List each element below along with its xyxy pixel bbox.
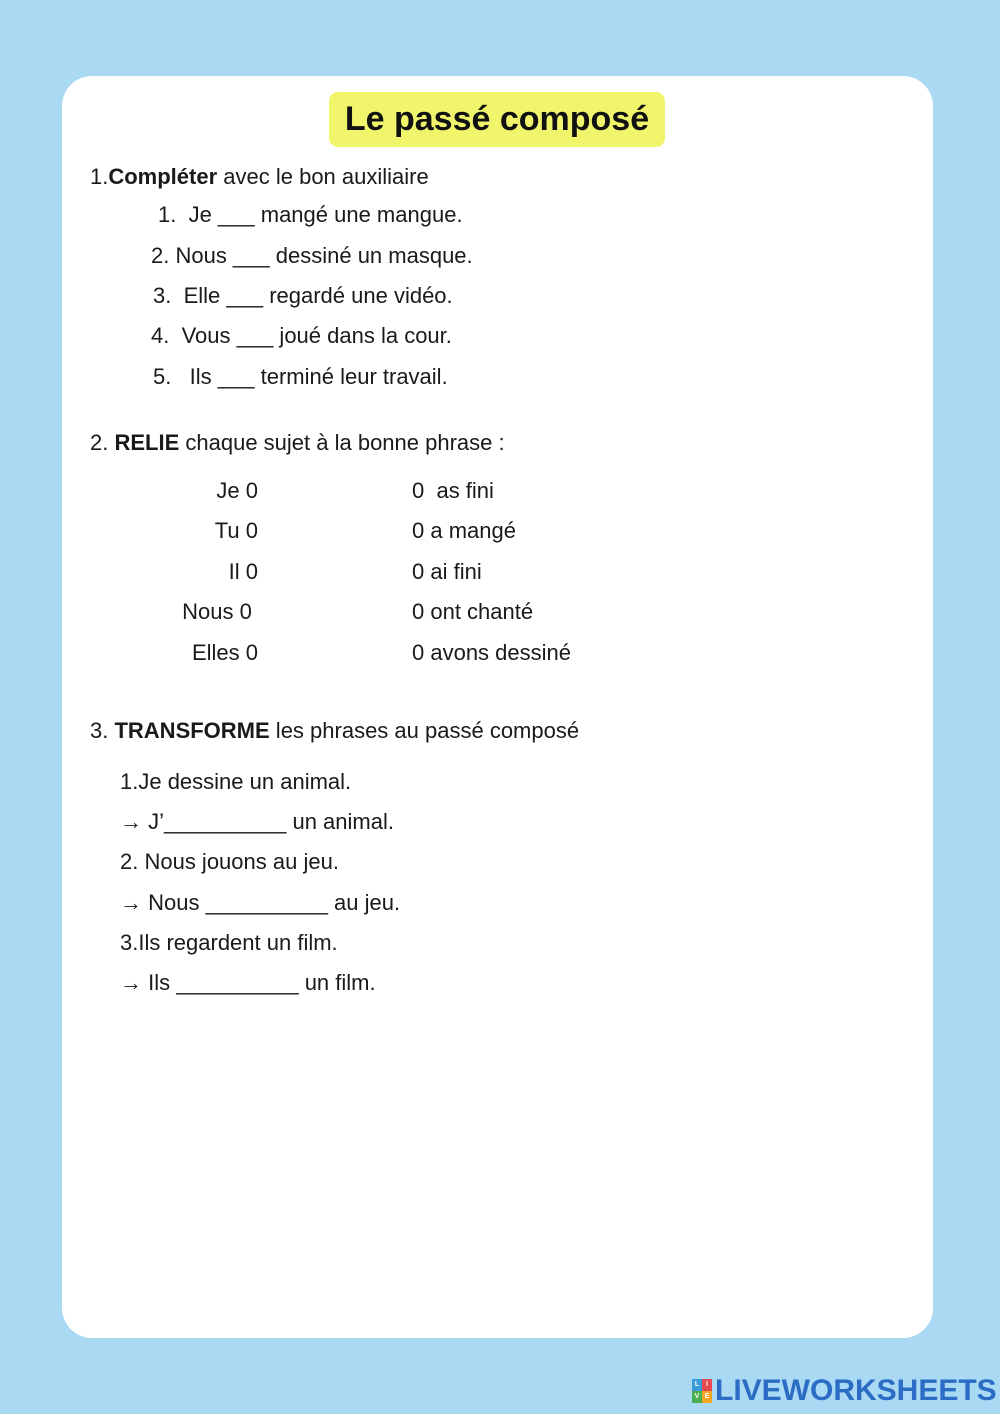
phrase-item[interactable]: 0 ai fini <box>412 559 482 584</box>
section1-item: 3. Elle ___ regardé une vidéo. <box>153 283 453 308</box>
section1-item: 1. Je ___ mangé une mangue. <box>158 202 463 227</box>
page-title: Le passé composé <box>329 92 665 147</box>
section3-heading <box>90 717 579 745</box>
section3-number: 3. <box>90 718 115 743</box>
subject-item[interactable]: Tu 0 <box>214 518 258 543</box>
phrase-item[interactable]: 0 a mangé <box>412 518 516 543</box>
liveworksheets-logo-icon: L I V E <box>692 1379 712 1403</box>
section1-number: 1. <box>90 164 109 189</box>
section1-keyword: Compléter <box>108 164 218 189</box>
section1-item: 2. Nous ___ dessiné un masque. <box>151 243 473 268</box>
section3-line: 2. Nous jouons au jeu. <box>120 849 339 874</box>
phrase-item[interactable]: 0 as fini <box>412 478 494 503</box>
section3-line: 1.Je dessine un animal. <box>120 769 352 794</box>
section3-answer-line[interactable]: → Ils __________ un film. <box>120 970 376 995</box>
section1-heading <box>90 163 429 191</box>
section1-item: 4. Vous ___ joué dans la cour. <box>151 323 452 348</box>
section3-answer-line[interactable]: → Nous __________ au jeu. <box>120 890 401 915</box>
section3-instruction: les phrases au passé composé <box>269 718 580 743</box>
section3-answer-line[interactable]: → J’__________ un animal. <box>120 809 394 834</box>
subject-item[interactable]: Nous 0 <box>182 599 258 624</box>
subject-item[interactable]: Elles 0 <box>191 640 258 665</box>
section2-number: 2. <box>90 430 115 455</box>
section2-instruction: chaque sujet à la bonne phrase : <box>179 430 505 455</box>
subject-item[interactable]: Je 0 <box>216 478 258 503</box>
section3-keyword: TRANSFORME <box>114 718 270 743</box>
brand-name: LIVEWORKSHEETS <box>715 1374 997 1407</box>
section1-item: 5. Ils ___ terminé leur travail. <box>153 364 448 389</box>
liveworksheets-branding <box>692 1374 997 1408</box>
subject-item[interactable]: Il 0 <box>228 559 258 584</box>
section2-heading <box>90 429 505 457</box>
phrase-item[interactable]: 0 ont chanté <box>412 599 534 624</box>
section1-instruction: avec le bon auxiliaire <box>217 164 429 189</box>
section3-line: 3.Ils regardent un film. <box>120 930 338 955</box>
phrase-item[interactable]: 0 avons dessiné <box>412 640 571 665</box>
section2-keyword: RELIE <box>114 430 180 455</box>
